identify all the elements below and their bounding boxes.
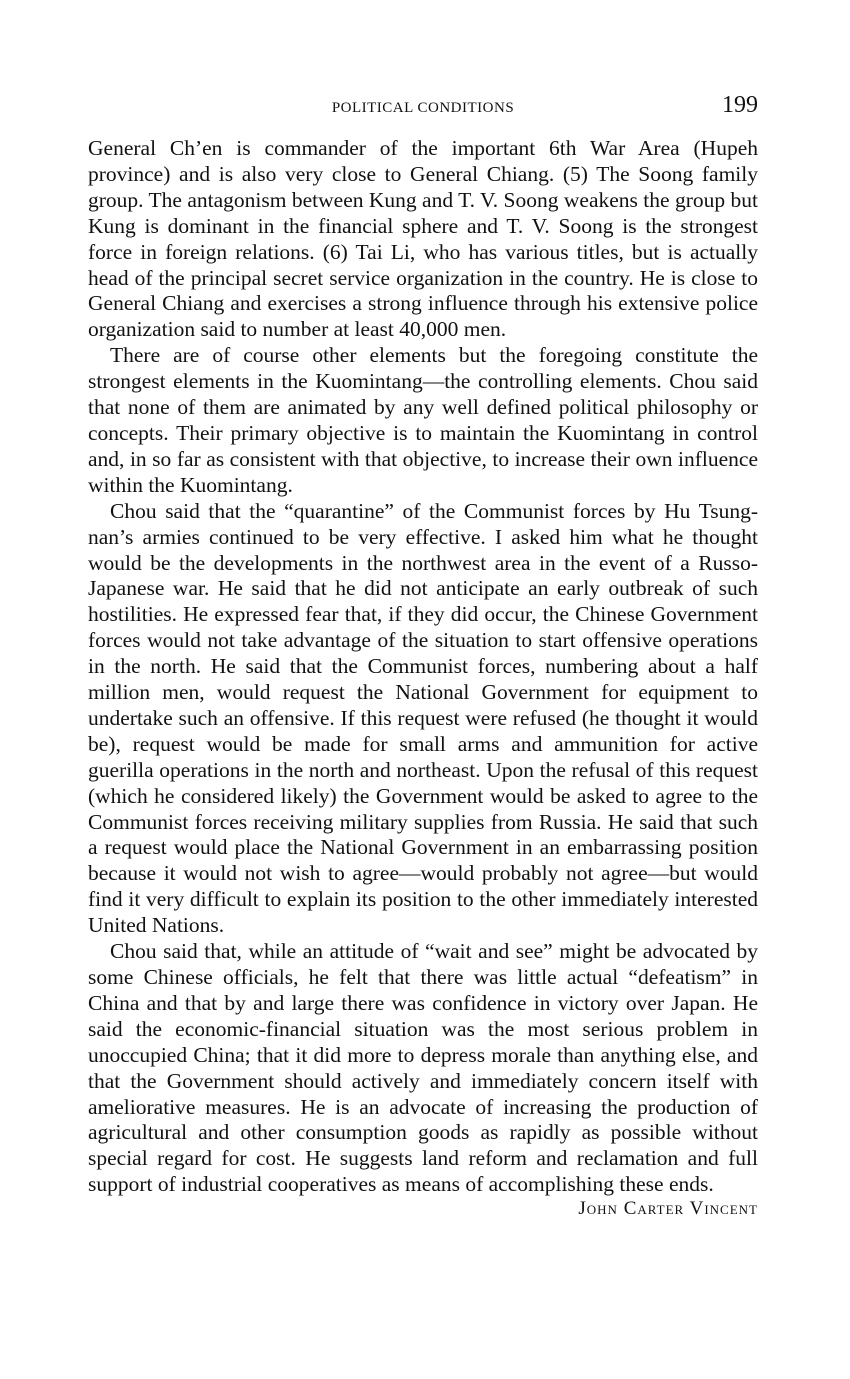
document-page	[88, 92, 758, 1220]
page-number: 199	[722, 92, 758, 118]
paragraph: Chou said that, while an attitude of “wait and see” might be advocated by some Chinese officials, he felt that there was little actual “defeatism” in China and that by and large there was confidence in victory over Japan. He said the economic-financial situation was the most serious problem in unoccupied China; that it did more to depress morale than anything else, and that the Government should actively and immediately concern itself with ameliorative measures. He is an advocate of increasing the production of agricultural and other consumption goods as rapidly as possible without special regard for cost. He suggests land reform and reclamation and full support of industrial cooperatives as means of accomplishing these ends.	[88, 939, 758, 1197]
running-title: POLITICAL CONDITIONS	[331, 100, 515, 116]
paragraph-continued: General Ch’en is commander of the important 6th War Area (Hupeh province) and is also very close to General Chiang. (5) The Soong family group. The antagonism between Kung and T. V. Soong weakens the group but Kung is dominant in the financial sphere and T. V. Soong is the strongest force in foreign relations. (6) Tai Li, who has various titles, but is actually head of the principal secret service organization in the country. He is close to General Chiang and exercises a strong influence through his extensive police organization said to number at least 40,000 men.	[88, 136, 758, 342]
signature: John Carter Vincent	[578, 1198, 758, 1220]
running-header	[88, 92, 758, 128]
paragraph: Chou said that the “quarantine” of the Communist forces by Hu Tsung-nan’s armies continued to be very effective. I asked him what he thought would be the developments in the northwest area in the event of a Russo-Japanese war. He said that he did not anticipate an early outbreak of such hostilities. He expressed fear that, if they did occur, the Chinese Government forces would not take advantage of the situation to start offensive operations in the north. He said that the Communist forces, numbering about a half million men, would request the National Government for equipment to undertake such an offensive. If this request were refused (he thought it would be), request would be made for small arms and ammunition for active guerilla operations in the north and northeast. Upon the refusal of this request (which he considered likely) the Government would be asked to agree to the Communist forces receiving military supplies from Russia. He said that such a request would place the National Government in an embarrassing position because it would not wish to agree—would probably not agree—but would find it very difficult to explain its position to the other immediately interested United Nations.	[88, 498, 758, 938]
paragraph: There are of course other elements but the foregoing constitute the strongest elements in the Kuomintang—the controlling elements. Chou said that none of them are animated by any well defined political philosophy or concepts. Their primary objective is to maintain the Kuomintang in control and, in so far as consistent with that objective, to increase their own influence within the Kuomintang.	[88, 343, 758, 497]
body-text	[88, 136, 758, 1198]
